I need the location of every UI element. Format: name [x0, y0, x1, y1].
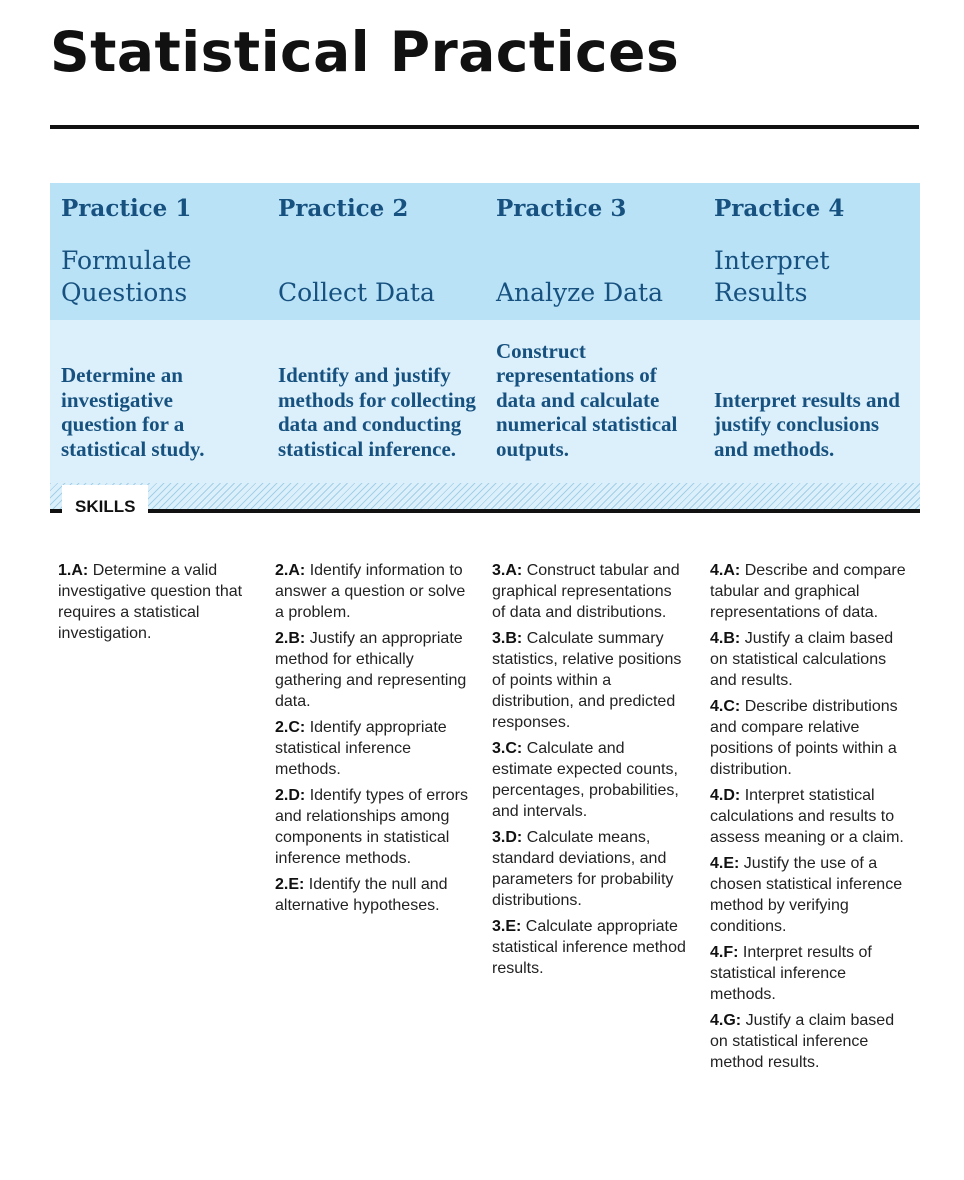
practice-1-description-box	[61, 335, 276, 461]
skill-item	[58, 560, 253, 644]
skill-text: Interpret results of statistical inference methods.	[710, 944, 872, 1003]
skill-item	[710, 942, 910, 1005]
skill-item	[710, 696, 910, 780]
skill-code: 4.G:	[710, 1012, 742, 1029]
skill-text: Determine a valid investigative question that requires a statistical investigation.	[58, 562, 243, 642]
practice-4-description-box	[714, 335, 929, 461]
skill-text: Identify information to answer a question or solve a problem.	[275, 562, 466, 621]
practice-4-label: Practice 4	[714, 195, 845, 222]
practice-2-description-box	[278, 335, 493, 461]
skill-text: Describe distributions and compare relative positions of points within a distribution.	[710, 698, 898, 778]
skill-code: 2.A:	[275, 562, 306, 579]
practice-2-skills	[275, 560, 471, 921]
skill-code: 2.B:	[275, 630, 306, 647]
practice-4-skills	[710, 560, 910, 1078]
skill-code: 4.B:	[710, 630, 741, 647]
skills-label: SKILLS	[62, 485, 148, 521]
skill-item	[275, 560, 471, 623]
hatched-divider	[50, 483, 920, 511]
practice-3-title-box	[496, 245, 706, 309]
skill-item	[710, 560, 910, 623]
practice-1-description: Determine an investigative question for a statistical study.	[61, 363, 205, 461]
skill-item	[275, 717, 471, 780]
skill-item	[710, 785, 910, 848]
skill-code: 4.F:	[710, 944, 739, 961]
skill-code: 3.D:	[492, 829, 523, 846]
skill-text: Identify appropriate statistical inference methods.	[275, 719, 447, 778]
practice-4-title: Interpret Results	[714, 246, 830, 307]
skill-item	[275, 874, 471, 916]
practice-1-skills	[58, 560, 253, 649]
page-title: Statistical Practices	[50, 20, 680, 84]
practice-2-title-box	[278, 245, 488, 309]
practice-1-title: Formulate Questions	[61, 246, 192, 307]
skill-text: Interpret statistical calculations and results to assess meaning or a claim.	[710, 787, 904, 846]
skill-item	[492, 916, 688, 979]
skill-text: Identify the null and alternative hypotheses.	[275, 876, 448, 914]
skill-text: Justify a claim based on statistical calculations and results.	[710, 630, 894, 689]
skill-text: Justify a claim based on statistical inference method results.	[710, 1012, 895, 1071]
skill-item	[492, 738, 688, 822]
practice-4-description: Interpret results and justify conclusions and methods.	[714, 387, 900, 461]
title-divider	[50, 125, 919, 129]
practice-3-description: Construct representations of data and calculate numerical statistical outputs.	[496, 338, 678, 461]
skill-code: 3.A:	[492, 562, 523, 579]
skill-code: 4.A:	[710, 562, 741, 579]
skill-item	[275, 785, 471, 869]
skill-code: 4.D:	[710, 787, 741, 804]
skill-text: Justify an appropriate method for ethically gathering and representing data.	[275, 630, 467, 710]
skills-divider	[50, 509, 920, 513]
skill-code: 4.E:	[710, 855, 740, 872]
skill-text: Describe and compare tabular and graphical representations of data.	[710, 562, 906, 621]
skill-item	[710, 628, 910, 691]
skill-text: Calculate appropriate statistical inference method results.	[492, 918, 686, 977]
practice-3-label: Practice 3	[496, 195, 627, 222]
skill-code: 2.C:	[275, 719, 306, 736]
skill-text: Calculate and estimate expected counts, percentages, probabilities, and intervals.	[492, 740, 679, 820]
skill-item	[492, 560, 688, 623]
practice-3-skills	[492, 560, 688, 984]
skill-item	[710, 1010, 910, 1073]
practice-1-label: Practice 1	[61, 195, 192, 222]
skill-text: Construct tabular and graphical representations of data and distributions.	[492, 562, 680, 621]
skill-item	[710, 853, 910, 937]
skill-code: 2.D:	[275, 787, 306, 804]
practice-4-title-box	[714, 245, 924, 309]
practice-3-title: Analyze Data	[496, 278, 663, 307]
practice-2-label: Practice 2	[278, 195, 409, 222]
skill-text: Calculate means, standard deviations, and parameters for probability distributions.	[492, 829, 674, 909]
skill-code: 2.E:	[275, 876, 305, 893]
skill-text: Calculate summary statistics, relative positions of points within a distribution, and predicted responses.	[492, 630, 682, 731]
skill-text: Justify the use of a chosen statistical inference method by verifying conditions.	[710, 855, 903, 935]
skill-code: 3.E:	[492, 918, 522, 935]
practice-1-title-box	[61, 245, 271, 309]
practice-2-description: Identify and justify methods for collecting data and conducting statistical inference.	[278, 363, 476, 461]
skill-item	[492, 628, 688, 733]
skill-item	[492, 827, 688, 911]
practice-3-description-box	[496, 335, 711, 461]
skill-code: 3.C:	[492, 740, 523, 757]
skill-code: 3.B:	[492, 630, 523, 647]
skill-item	[275, 628, 471, 712]
skill-text: Identify types of errors and relationships among components in statistical inference methods.	[275, 787, 468, 867]
skill-code: 1.A:	[58, 562, 89, 579]
skill-code: 4.C:	[710, 698, 741, 715]
practice-2-title: Collect Data	[278, 278, 435, 307]
